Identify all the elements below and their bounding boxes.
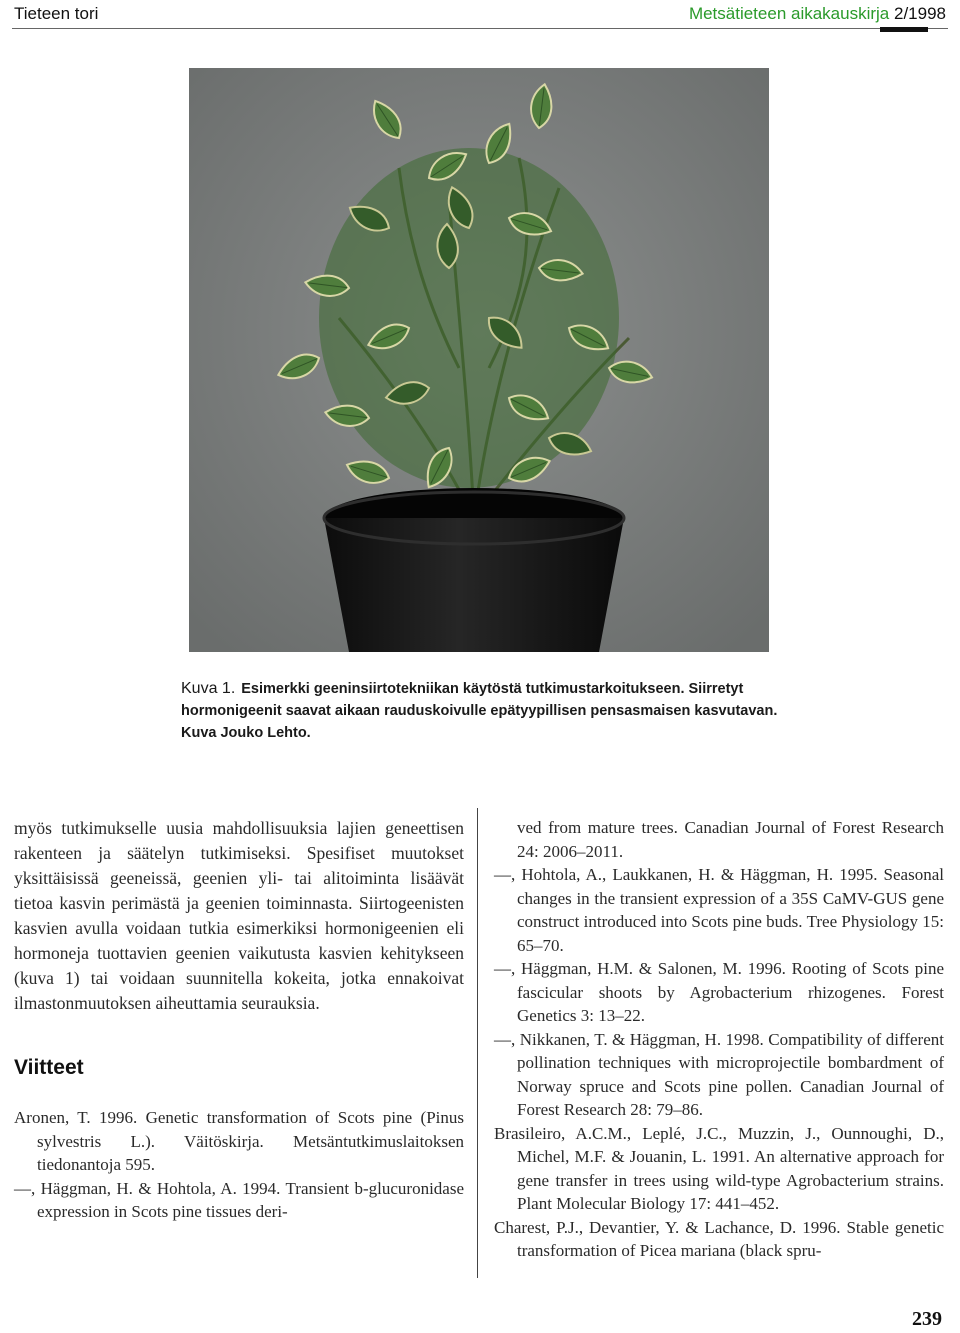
references-heading: Viitteet: [14, 1056, 84, 1079]
figure-caption-text: Esimerkki geeninsiirtotekniikan käytöstä tutkimustarkoitukseen. Siirretyt hormonigeenit saavat aikaan rauduskoivulle epätyypillisen pensasmaisen kasvutavan. Kuva Jouko Lehto.: [181, 681, 778, 741]
reference-entry: —, Häggman, H. & Hohtola, A. 1994. Transient b-glucuronidase expression in Scots pine tissues deri-: [14, 1178, 464, 1221]
reference-entry: Brasileiro, A.C.M., Leplé, J.C., Muzzin, J., Ounnoughi, D., Michel, M.F. & Jouanin, L. 1991. An alternative approach for gene transfer in trees using wild-type Agrobacterium strains. Plant Molecular Biology 17: 441–452.: [494, 1123, 944, 1213]
header-marker-block: [880, 27, 928, 32]
figure-photo: [189, 68, 769, 652]
reference-entry: Charest, P.J., Devantier, Y. & Lachance, D. 1996. Stable genetic transformation of Picea mariana (black spru-: [494, 1217, 944, 1260]
reference-entry: —, Nikkanen, T. & Häggman, H. 1998. Compatibility of different pollination techniques with microprojectile bombardment of Norway spruce and Scots pine pollen. Canadian Journal of Forest Research 28: 79–86.: [494, 1029, 944, 1119]
reference-entry: —, Hohtola, A., Laukkanen, H. & Häggman, H. 1995. Seasonal changes in the transient expression of a 35S CaMV-GUS gene construct introduced into Scots pine buds. Tree Physiology 15: 65–70.: [494, 865, 944, 955]
reference-continuation: ved from mature trees. Canadian Journal of Forest Research 24: 2006–2011.: [517, 818, 944, 861]
figure-label: Kuva 1.: [181, 680, 236, 697]
running-header-section: Tieteen tori: [14, 4, 99, 23]
journal-issue: 2/1998: [894, 4, 946, 23]
body-paragraph: myös tutkimukselle uusia mahdollisuuksia lajien geneettisen rakenteen ja säätelyn tutkimiseksi. Spesifiset muutokset yksittäisissä geeneissä, geenien yli- tai alitoiminta lisäävät tietoa kasvin perimästä ja geenien toiminnasta. Siirtogeenisten kasvien avulla voidaan tutkia esimerkiksi hormonigeenien eli hormoneja tuottavien geenien vaikutusta kasvien kehitykseen (kuva 1) tai voidaan suunnitella kokeita, jotka ennakoivat ilmastonmuutoksen aiheuttamia seurauksia.: [14, 818, 464, 1013]
column-divider: [477, 808, 478, 1278]
figure-caption: [181, 678, 781, 744]
journal-name: Metsätieteen aikakauskirja: [688, 4, 890, 23]
plant-pot: [324, 488, 624, 652]
header-rule: [12, 28, 948, 29]
reference-entry: Aronen, T. 1996. Genetic transformation of Scots pine (Pinus sylvestris L.). Väitöskirja. Metsäntutkimuslaitoksen tiedonantoja 595.: [14, 1108, 464, 1174]
reference-entry: —, Häggman, H.M. & Salonen, M. 1996. Rooting of Scots pine fascicular shoots by Agrobacterium rhizogenes. Forest Genetics 3: 13–22.: [494, 959, 944, 1025]
left-column: [14, 816, 464, 1224]
running-header-journal: [689, 4, 946, 24]
page-number: 239: [912, 1308, 942, 1330]
right-column: [494, 816, 944, 1263]
